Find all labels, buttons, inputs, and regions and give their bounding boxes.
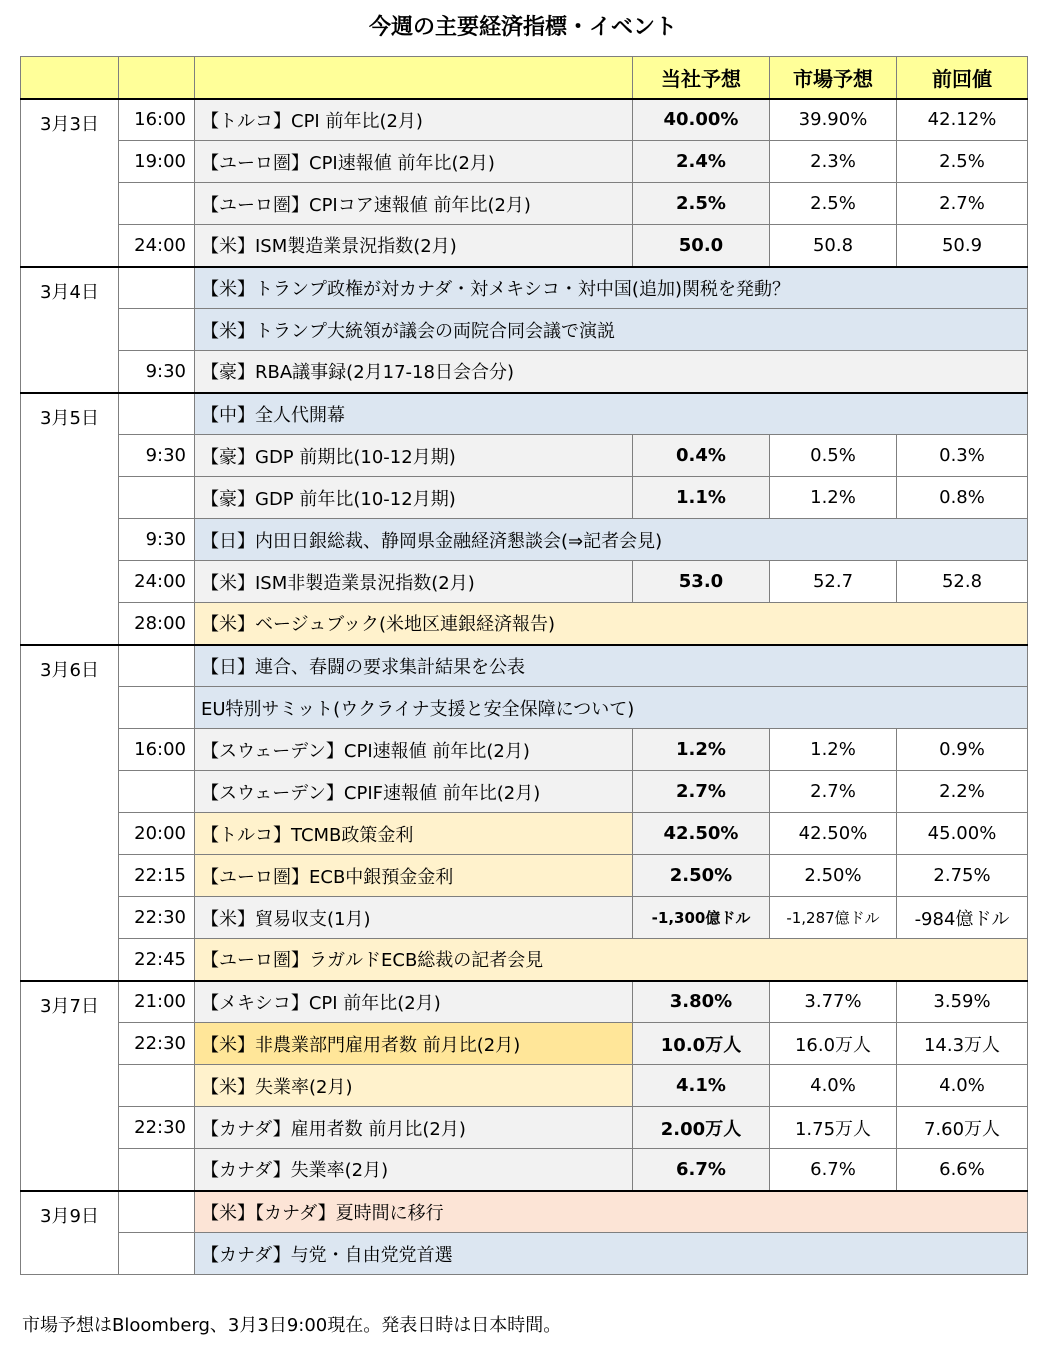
- previous-cell: 50.9: [897, 225, 1028, 267]
- time-cell: [119, 1233, 195, 1275]
- time-cell: [119, 393, 195, 435]
- market-cell: 6.7%: [770, 1149, 897, 1191]
- previous-cell: 3.59%: [897, 981, 1028, 1023]
- header-event: [195, 57, 633, 99]
- table-row: [21, 435, 1028, 477]
- table-row: [21, 1107, 1028, 1149]
- event-cell: 【豪】GDP 前年比(10-12月期): [195, 477, 633, 519]
- time-cell: 20:00: [119, 813, 195, 855]
- table-row: [21, 351, 1028, 393]
- previous-cell: 14.3万人: [897, 1023, 1028, 1065]
- time-cell: [119, 687, 195, 729]
- event-cell: 【日】連合、春闘の要求集計結果を公表: [195, 645, 1028, 687]
- event-cell: 【ユーロ圏】CPI速報値 前年比(2月): [195, 141, 633, 183]
- market-cell: 1.2%: [770, 477, 897, 519]
- table-row: [21, 267, 1028, 309]
- time-cell: [119, 183, 195, 225]
- date-cell: 3月6日: [21, 645, 119, 981]
- time-cell: 24:00: [119, 561, 195, 603]
- previous-cell: -984億ドル: [897, 897, 1028, 939]
- previous-cell: 52.8: [897, 561, 1028, 603]
- table-row: [21, 1191, 1028, 1233]
- table-row: [21, 645, 1028, 687]
- table-row: [21, 477, 1028, 519]
- time-cell: [119, 1191, 195, 1233]
- market-cell: 16.0万人: [770, 1023, 897, 1065]
- event-cell: 【日】内田日銀総裁、静岡県金融経済懇談会(⇒記者会見): [195, 519, 1028, 561]
- event-cell: 【米】失業率(2月): [195, 1065, 633, 1107]
- event-cell: 【米】ISM製造業景況指数(2月): [195, 225, 633, 267]
- time-cell: 9:30: [119, 519, 195, 561]
- market-cell: 52.7: [770, 561, 897, 603]
- event-cell: 【トルコ】TCMB政策金利: [195, 813, 633, 855]
- previous-cell: 2.7%: [897, 183, 1028, 225]
- forecast-cell: 42.50%: [633, 813, 770, 855]
- previous-cell: 7.60万人: [897, 1107, 1028, 1149]
- event-cell: 【中】全人代開幕: [195, 393, 1028, 435]
- table-row: [21, 981, 1028, 1023]
- header-time: [119, 57, 195, 99]
- forecast-cell: 10.0万人: [633, 1023, 770, 1065]
- event-cell: 【米】トランプ大統領が議会の両院合同会議で演説: [195, 309, 1028, 351]
- market-cell: 1.2%: [770, 729, 897, 771]
- time-cell: 22:30: [119, 1023, 195, 1065]
- forecast-cell: 2.5%: [633, 183, 770, 225]
- event-cell: 【米】非農業部門雇用者数 前月比(2月): [195, 1023, 633, 1065]
- footnote: 市場予想はBloomberg、3月3日9:00現在。発表日時は日本時間。: [22, 1315, 562, 1336]
- time-cell: 28:00: [119, 603, 195, 645]
- event-cell: 【トルコ】CPI 前年比(2月): [195, 99, 633, 141]
- forecast-cell: 0.4%: [633, 435, 770, 477]
- time-cell: [119, 1149, 195, 1191]
- time-cell: 22:30: [119, 897, 195, 939]
- previous-cell: 6.6%: [897, 1149, 1028, 1191]
- table-row: [21, 687, 1028, 729]
- table-row: [21, 225, 1028, 267]
- table-row: [21, 393, 1028, 435]
- page-title: 今週の主要経済指標・イベント: [368, 15, 677, 40]
- header-market: 市場予想: [770, 57, 897, 99]
- time-cell: [119, 477, 195, 519]
- event-cell: 【ユーロ圏】ECB中銀預金金利: [195, 855, 633, 897]
- table-row: [21, 771, 1028, 813]
- event-cell: 【スウェーデン】CPIF速報値 前年比(2月): [195, 771, 633, 813]
- forecast-cell: 1.2%: [633, 729, 770, 771]
- table-row: [21, 729, 1028, 771]
- forecast-cell: 4.1%: [633, 1065, 770, 1107]
- previous-cell: 42.12%: [897, 99, 1028, 141]
- schedule-table: [20, 56, 1028, 1275]
- header-previous: 前回値: [897, 57, 1028, 99]
- market-cell: 50.8: [770, 225, 897, 267]
- table-row: [21, 897, 1028, 939]
- event-cell: 【米】ベージュブック(米地区連銀経済報告): [195, 603, 1028, 645]
- event-cell: 【カナダ】失業率(2月): [195, 1149, 633, 1191]
- forecast-cell: 6.7%: [633, 1149, 770, 1191]
- market-cell: 1.75万人: [770, 1107, 897, 1149]
- table-row: [21, 1065, 1028, 1107]
- event-cell: 【豪】RBA議事録(2月17-18日会合分): [195, 351, 1028, 393]
- event-cell: 【豪】GDP 前期比(10-12月期): [195, 435, 633, 477]
- table-row: [21, 813, 1028, 855]
- table-row: [21, 939, 1028, 981]
- market-cell: 2.50%: [770, 855, 897, 897]
- market-cell: 3.77%: [770, 981, 897, 1023]
- time-cell: [119, 645, 195, 687]
- time-cell: [119, 771, 195, 813]
- market-cell: 42.50%: [770, 813, 897, 855]
- forecast-cell: -1,300億ドル: [633, 897, 770, 939]
- table-row: [21, 141, 1028, 183]
- header-row: [21, 57, 1028, 99]
- market-cell: 2.3%: [770, 141, 897, 183]
- time-cell: 21:00: [119, 981, 195, 1023]
- time-cell: 22:45: [119, 939, 195, 981]
- time-cell: 19:00: [119, 141, 195, 183]
- time-cell: 16:00: [119, 99, 195, 141]
- time-cell: 22:15: [119, 855, 195, 897]
- previous-cell: 0.3%: [897, 435, 1028, 477]
- table-row: [21, 99, 1028, 141]
- event-cell: 【ユーロ圏】ラガルドECB総裁の記者会見: [195, 939, 1028, 981]
- previous-cell: 0.9%: [897, 729, 1028, 771]
- market-cell: -1,287億ドル: [770, 897, 897, 939]
- time-cell: 16:00: [119, 729, 195, 771]
- forecast-cell: 2.4%: [633, 141, 770, 183]
- forecast-cell: 1.1%: [633, 477, 770, 519]
- forecast-cell: 2.7%: [633, 771, 770, 813]
- header-forecast: 当社予想: [633, 57, 770, 99]
- market-cell: 0.5%: [770, 435, 897, 477]
- time-cell: [119, 1065, 195, 1107]
- time-cell: 24:00: [119, 225, 195, 267]
- event-cell: 【米】トランプ政権が対カナダ・対メキシコ・対中国(追加)関税を発動？: [195, 267, 1028, 309]
- forecast-cell: 40.00%: [633, 99, 770, 141]
- header-date: [21, 57, 119, 99]
- time-cell: 9:30: [119, 435, 195, 477]
- forecast-cell: 3.80%: [633, 981, 770, 1023]
- event-cell: 【メキシコ】CPI 前年比(2月): [195, 981, 633, 1023]
- previous-cell: 0.8%: [897, 477, 1028, 519]
- date-cell: 3月4日: [21, 267, 119, 393]
- market-cell: 4.0%: [770, 1065, 897, 1107]
- event-cell: 【米】【カナダ】夏時間に移行: [195, 1191, 1028, 1233]
- event-cell: 【米】貿易収支(1月): [195, 897, 633, 939]
- forecast-cell: 50.0: [633, 225, 770, 267]
- previous-cell: 4.0%: [897, 1065, 1028, 1107]
- table-row: [21, 183, 1028, 225]
- market-cell: 39.90%: [770, 99, 897, 141]
- time-cell: 22:30: [119, 1107, 195, 1149]
- previous-cell: 2.75%: [897, 855, 1028, 897]
- date-cell: 3月7日: [21, 981, 119, 1191]
- event-cell: 【スウェーデン】CPI速報値 前年比(2月): [195, 729, 633, 771]
- previous-cell: 2.2%: [897, 771, 1028, 813]
- table-row: [21, 1233, 1028, 1275]
- table-row: [21, 855, 1028, 897]
- date-cell: 3月9日: [21, 1191, 119, 1275]
- table-row: [21, 309, 1028, 351]
- table-row: [21, 519, 1028, 561]
- forecast-cell: 2.50%: [633, 855, 770, 897]
- table-row: [21, 561, 1028, 603]
- time-cell: 9:30: [119, 351, 195, 393]
- date-cell: 3月3日: [21, 99, 119, 267]
- time-cell: [119, 267, 195, 309]
- forecast-cell: 2.00万人: [633, 1107, 770, 1149]
- event-cell: 【カナダ】雇用者数 前月比(2月): [195, 1107, 633, 1149]
- table-row: [21, 1149, 1028, 1191]
- market-cell: 2.7%: [770, 771, 897, 813]
- date-cell: 3月5日: [21, 393, 119, 645]
- event-cell: 【カナダ】与党・自由党党首選: [195, 1233, 1028, 1275]
- event-cell: 【米】ISM非製造業景況指数(2月): [195, 561, 633, 603]
- table-row: [21, 603, 1028, 645]
- previous-cell: 2.5%: [897, 141, 1028, 183]
- previous-cell: 45.00%: [897, 813, 1028, 855]
- forecast-cell: 53.0: [633, 561, 770, 603]
- event-cell: 【ユーロ圏】CPIコア速報値 前年比(2月): [195, 183, 633, 225]
- time-cell: [119, 309, 195, 351]
- market-cell: 2.5%: [770, 183, 897, 225]
- table-row: [21, 1023, 1028, 1065]
- event-cell: EU特別サミット(ウクライナ支援と安全保障について): [195, 687, 1028, 729]
